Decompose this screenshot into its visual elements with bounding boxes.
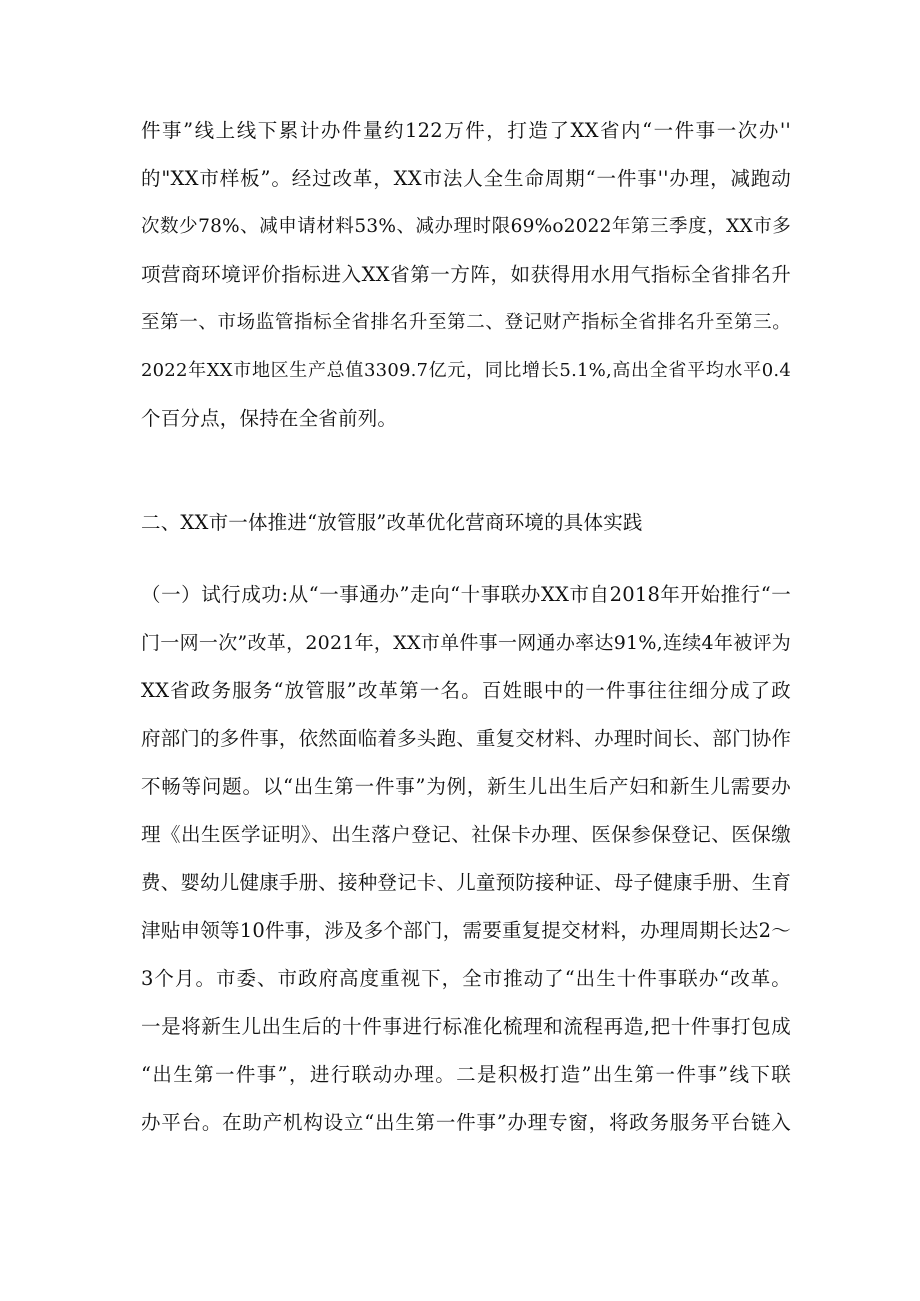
paragraph-line: 3个月。市委、市政府高度重视下，全市推动了“出生十件事联办“改革。	[141, 967, 791, 990]
paragraph-line: 项营商环境评价指标进入XX省第一方阵，如获得用水用气指标全省排名升	[141, 263, 791, 286]
paragraph-line: 不畅等问题。以“出生第一件事”为例，新生儿出生后产妇和新生儿需要办	[141, 775, 791, 798]
paragraph-line: 门一网一次”改革，2021年，XX市单件事一网通办率达91%,连续4年被评为	[141, 632, 791, 654]
paragraph-line: XX省政务服务“放管服”改革第一名。百姓眼中的一件事往往细分成了政	[141, 679, 791, 702]
paragraph-line: 至第一、市场监管指标全省排名升至第二、登记财产指标全省排名升至第三。	[141, 312, 791, 333]
section-heading: 二、XX市一体推进“放管服”改革优化营商环境的具体实践	[141, 511, 643, 534]
paragraph-line: “出生第一件事”，进行联动办理。二是积极打造”出生第一件事”线下联	[141, 1063, 791, 1086]
paragraph-line: 个百分点，保持在全省前列。	[141, 407, 398, 430]
paragraph-line: 的"XX市样板”。经过改革，XX市法人全生命周期“一件事''办理，减跑动	[141, 167, 791, 190]
paragraph-line: 津贴申领等10件事，涉及多个部门，需要重复提交材料，办理周期长达2〜	[141, 919, 791, 942]
paragraph-line: 件事”线上线下累计办件量约122万件，打造了XX省内“一件事一次办''	[141, 119, 791, 142]
paragraph-line: 次数少78%、减申请材料53%、减办理时限69%o2022年第三季度，XX市多	[141, 216, 791, 237]
paragraph-line: （一）试行成功:从“一事通办”走向“十事联办XX市自2018年开始推行“一	[141, 583, 791, 606]
paragraph-line: 理《出生医学证明》、出生落户登记、社保卡办理、医保参保登记、医保缴	[141, 823, 791, 846]
paragraph-line: 一是将新生儿出生后的十件事进行标准化梳理和流程再造,把十件事打包成	[141, 1015, 791, 1038]
paragraph-line: 2022年XX市地区生产总值3309.7亿元，同比增长5.1%,高出全省平均水平0.4	[141, 360, 791, 381]
paragraph-line: 办平台。在助产机构设立“出生第一件事”办理专窗，将政务服务平台链入	[141, 1111, 791, 1134]
paragraph-line: 府部门的多件事，依然面临着多头跑、重复交材料、办理时间长、部门协作	[141, 727, 791, 750]
paragraph-line: 费、婴幼儿健康手册、接种登记卡、儿童预防接种证、母子健康手册、生育	[141, 871, 791, 894]
